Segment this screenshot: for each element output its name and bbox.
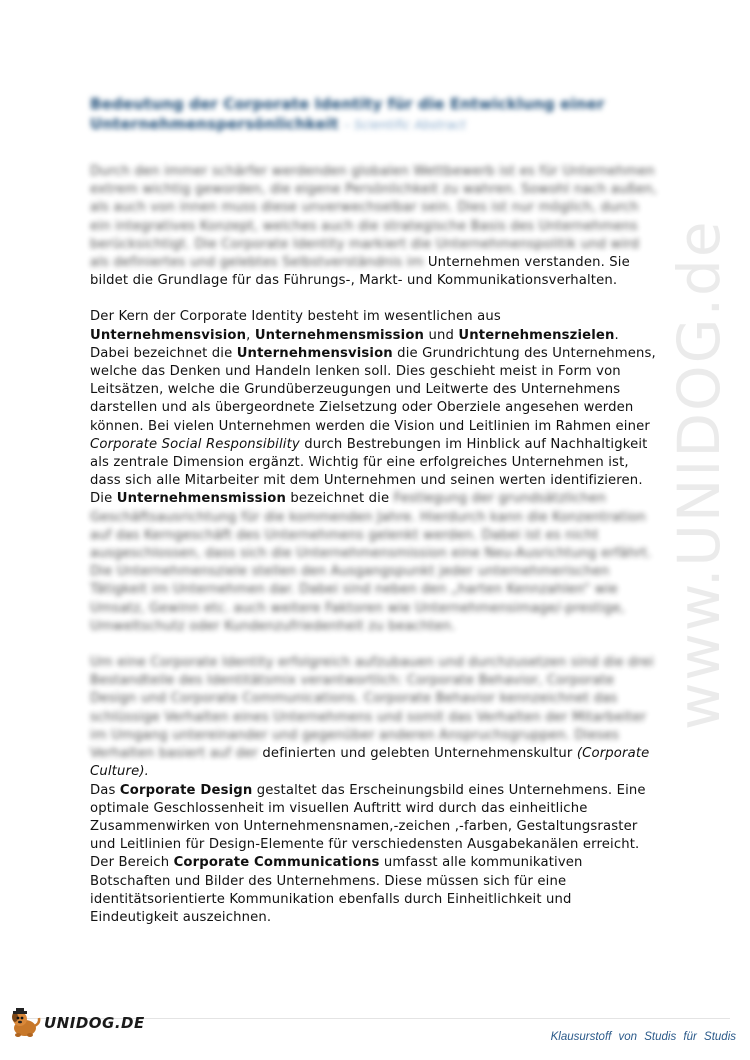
- culture-text: definierten und gelebten Unternehmenskultur: [262, 746, 577, 762]
- communications-text: umfasst alle kommunikativen Botschaften und Bilder des Unternehmens. Diese müssen sich für eine identitätsorientierte Kommunikation ebenfalls durch Einheitlichkeit und Eindeutigkeit auszeichnen.: [90, 855, 583, 925]
- watermark-text: www.UNIDOG.de: [665, 219, 733, 730]
- title-text: Bedeutung der Corporate Identity für die Entwicklung einer Unternehmenspersönlichkeit: [90, 95, 605, 133]
- term-corporate-design: Corporate Design: [119, 782, 253, 798]
- paragraph-identity-mix: [90, 654, 660, 927]
- title-suffix: – Scientific Abstract: [343, 118, 466, 132]
- blurred-text: Festlegung der grundsätzlichen Geschäftsausrichtung für die kommenden Jahre. Hierdurch kann die Konzentration auf das Kerngeschäft des Unternehmens gelenkt werden. Dabei ist es nicht ausgeschlossen, dass sich die Unternehmensmission eine Neu-Ausrichtung erfährt. Die Unternehmensziele stellen den Ausgangspunkt jeder unternehmerischen Tätigkeit im Unternehmen dar. Dabei sind neben den „harten Kennzahlen“ wie Umsatz, Gewinn etc. auch weitere Faktoren wie Unternehmensimage/-prestige, Umweltschutz oder Kundenzufriedenheit zu beachten.: [90, 491, 652, 634]
- separator: .: [614, 327, 619, 343]
- term-goals: Unternehmenszielen: [458, 327, 615, 343]
- paragraph-core: [90, 308, 660, 636]
- intro-visible-text: Unternehmen verstanden. Sie bildet die Grundlage für das Führungs-, Markt- und Kommunikationsverhalten.: [90, 255, 630, 289]
- term-mission: Unternehmensmission: [254, 327, 425, 343]
- unidog-logo[interactable]: [8, 1008, 145, 1038]
- paragraph-spacer: [90, 636, 660, 654]
- watermark: [665, 219, 745, 730]
- design-text: gestaltet das Erscheinungsbild eines Unternehmens. Eine optimale Geschlossenheit im visuellen Auftritt wird durch das einheitliche Zusammenwirken von Unternehmensnamen,-zeichen ,-farben, Gestaltungsraster und Leitlinien für Design-Elemente für verschiedensten Ausgabekanälen erreicht. Der Bereich: [90, 782, 646, 871]
- separator: und: [424, 327, 459, 343]
- term-vision-inline: Unternehmensvision: [236, 345, 393, 361]
- paragraph-intro: [90, 163, 660, 290]
- term-vision: Unternehmensvision: [90, 327, 247, 343]
- design-text: Das: [90, 782, 120, 798]
- vision-text: Dabei bezeichnet die: [90, 345, 237, 361]
- term-corporate-communications: Corporate Communications: [173, 855, 380, 871]
- blurred-text: Um eine Corporate Identity erfolgreich aufzubauen und durchzusetzen sind die drei Bestandteile des Identitätsmix verantwortlich: Corporate Behavior, Corporate Design und Corporate Communications. Corporate Behavior kennzeichnet das schlüssige Verhalten eines Unternehmens und somit das Verhalten der Mitarbeiter im Umgang untereinander und gegenüber anderen Anspruchsgruppen. Dieses Verhalten basiert auf der: [90, 655, 654, 762]
- document-body: [90, 94, 660, 927]
- term-mission-inline: Unternehmensmission: [116, 491, 287, 507]
- blurred-text: Durch den immer schärfer werdenden globalen Wettbewerb ist es für Unternehmen extrem wichtig geworden, die eigene Persönlichkeit zu wahren. Sowohl nach außen, als auch von innen muss diese unverwechselbar sein. Dies ist nur möglich, durch ein integratives Konzept, welches auch die strategische Basis des Unternehmens berücksichtigt. Die Corporate Identity markiert die Unternehmenspolitik und wird als definiertes und gelebtes Selbstverständnis im: [90, 164, 658, 271]
- vision-text: durch Bestrebungen im Hinblick auf Nachhaltigkeit als zentrale Dimension ergänzt. Wichtig für eine erfolgreiches Unternehmen ist, dass sich alle Mitarbeiter mit dem Unternehmen und seinen werten identifizieren. Die: [90, 436, 648, 507]
- footer-tagline: Klausurstoff von Studis für Studis: [550, 1031, 736, 1043]
- dog-mascot-icon: [8, 1008, 42, 1038]
- logo-text: UNIDOG.DE: [44, 1014, 145, 1032]
- mission-text: bezeichnet die: [286, 491, 390, 507]
- paragraph-spacer: [90, 290, 660, 308]
- term-corporate-culture: (Corporate Culture).: [90, 746, 650, 780]
- term-csr: Corporate Social Responsibility: [90, 436, 300, 452]
- vision-text: die Grundrichtung des Unternehmens, welche das Denken und Handeln lenken soll. Dies geschieht meist in Form von Leitsätzen, welche die Grundüberzeugungen und Leitwerte des Unternehmens darstellen und als übergeordnete Zielsetzung oder Oberziele angesehen werden können. Bei vielen Unternehmen werden die Vision und Leitlinien im Rahmen einer: [90, 345, 656, 434]
- core-intro: Der Kern der Corporate Identity besteht im wesentlichen aus: [90, 309, 501, 325]
- document-title: [90, 94, 660, 135]
- separator: ,: [246, 327, 255, 343]
